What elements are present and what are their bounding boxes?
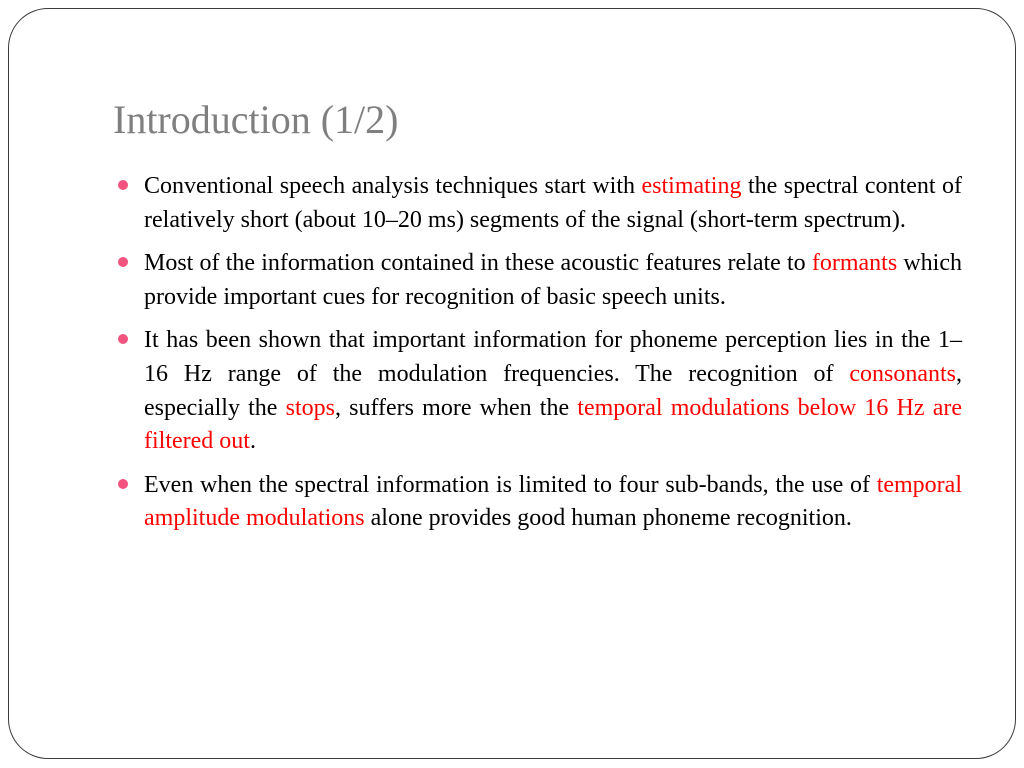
bullet-text xyxy=(144,327,962,454)
bullet-text xyxy=(144,250,962,310)
highlighted-term: formants xyxy=(811,250,898,277)
text-segment: , suffers more when the xyxy=(334,394,578,421)
text-segment: It has been shown that important information for phoneme perception lies in the 1–16 Hz range of the modulation frequencies. The recognition of xyxy=(144,327,962,387)
text-segment: Conventional speech analysis techniques start with xyxy=(144,173,642,199)
highlighted-term: stops xyxy=(285,394,335,421)
text-segment: the spectral content of relatively short (about 10–20 ms) segments of the signal (short-term spectrum). xyxy=(144,173,962,233)
bullet-text xyxy=(144,472,962,532)
bullet-dot-icon xyxy=(118,180,128,190)
slide-title: Introduction (1/2) xyxy=(113,97,399,142)
bullet-list xyxy=(144,170,962,546)
bullet-text xyxy=(144,173,962,233)
bullet-dot-icon xyxy=(118,479,128,489)
bullet-item xyxy=(144,324,962,458)
highlighted-term: temporal modulations below 16 Hz are filtered out xyxy=(144,394,962,455)
bullet-item xyxy=(144,247,962,314)
text-segment: Even when the spectral information is limited to four sub-bands, the use of xyxy=(144,471,877,498)
highlighted-term: temporal amplitude modulations xyxy=(144,471,962,532)
text-segment: Most of the information contained in these acoustic features relate to xyxy=(144,250,812,277)
text-segment: . xyxy=(249,428,256,455)
text-segment: alone provides good human phoneme recognition. xyxy=(364,505,852,532)
bullet-item xyxy=(144,170,962,237)
text-segment: , especially the xyxy=(144,360,962,421)
highlighted-term: estimating xyxy=(641,173,742,199)
bullet-item xyxy=(144,469,962,536)
text-segment: which provide important cues for recognition of basic speech units. xyxy=(144,250,962,310)
highlighted-term: consonants xyxy=(849,360,956,387)
